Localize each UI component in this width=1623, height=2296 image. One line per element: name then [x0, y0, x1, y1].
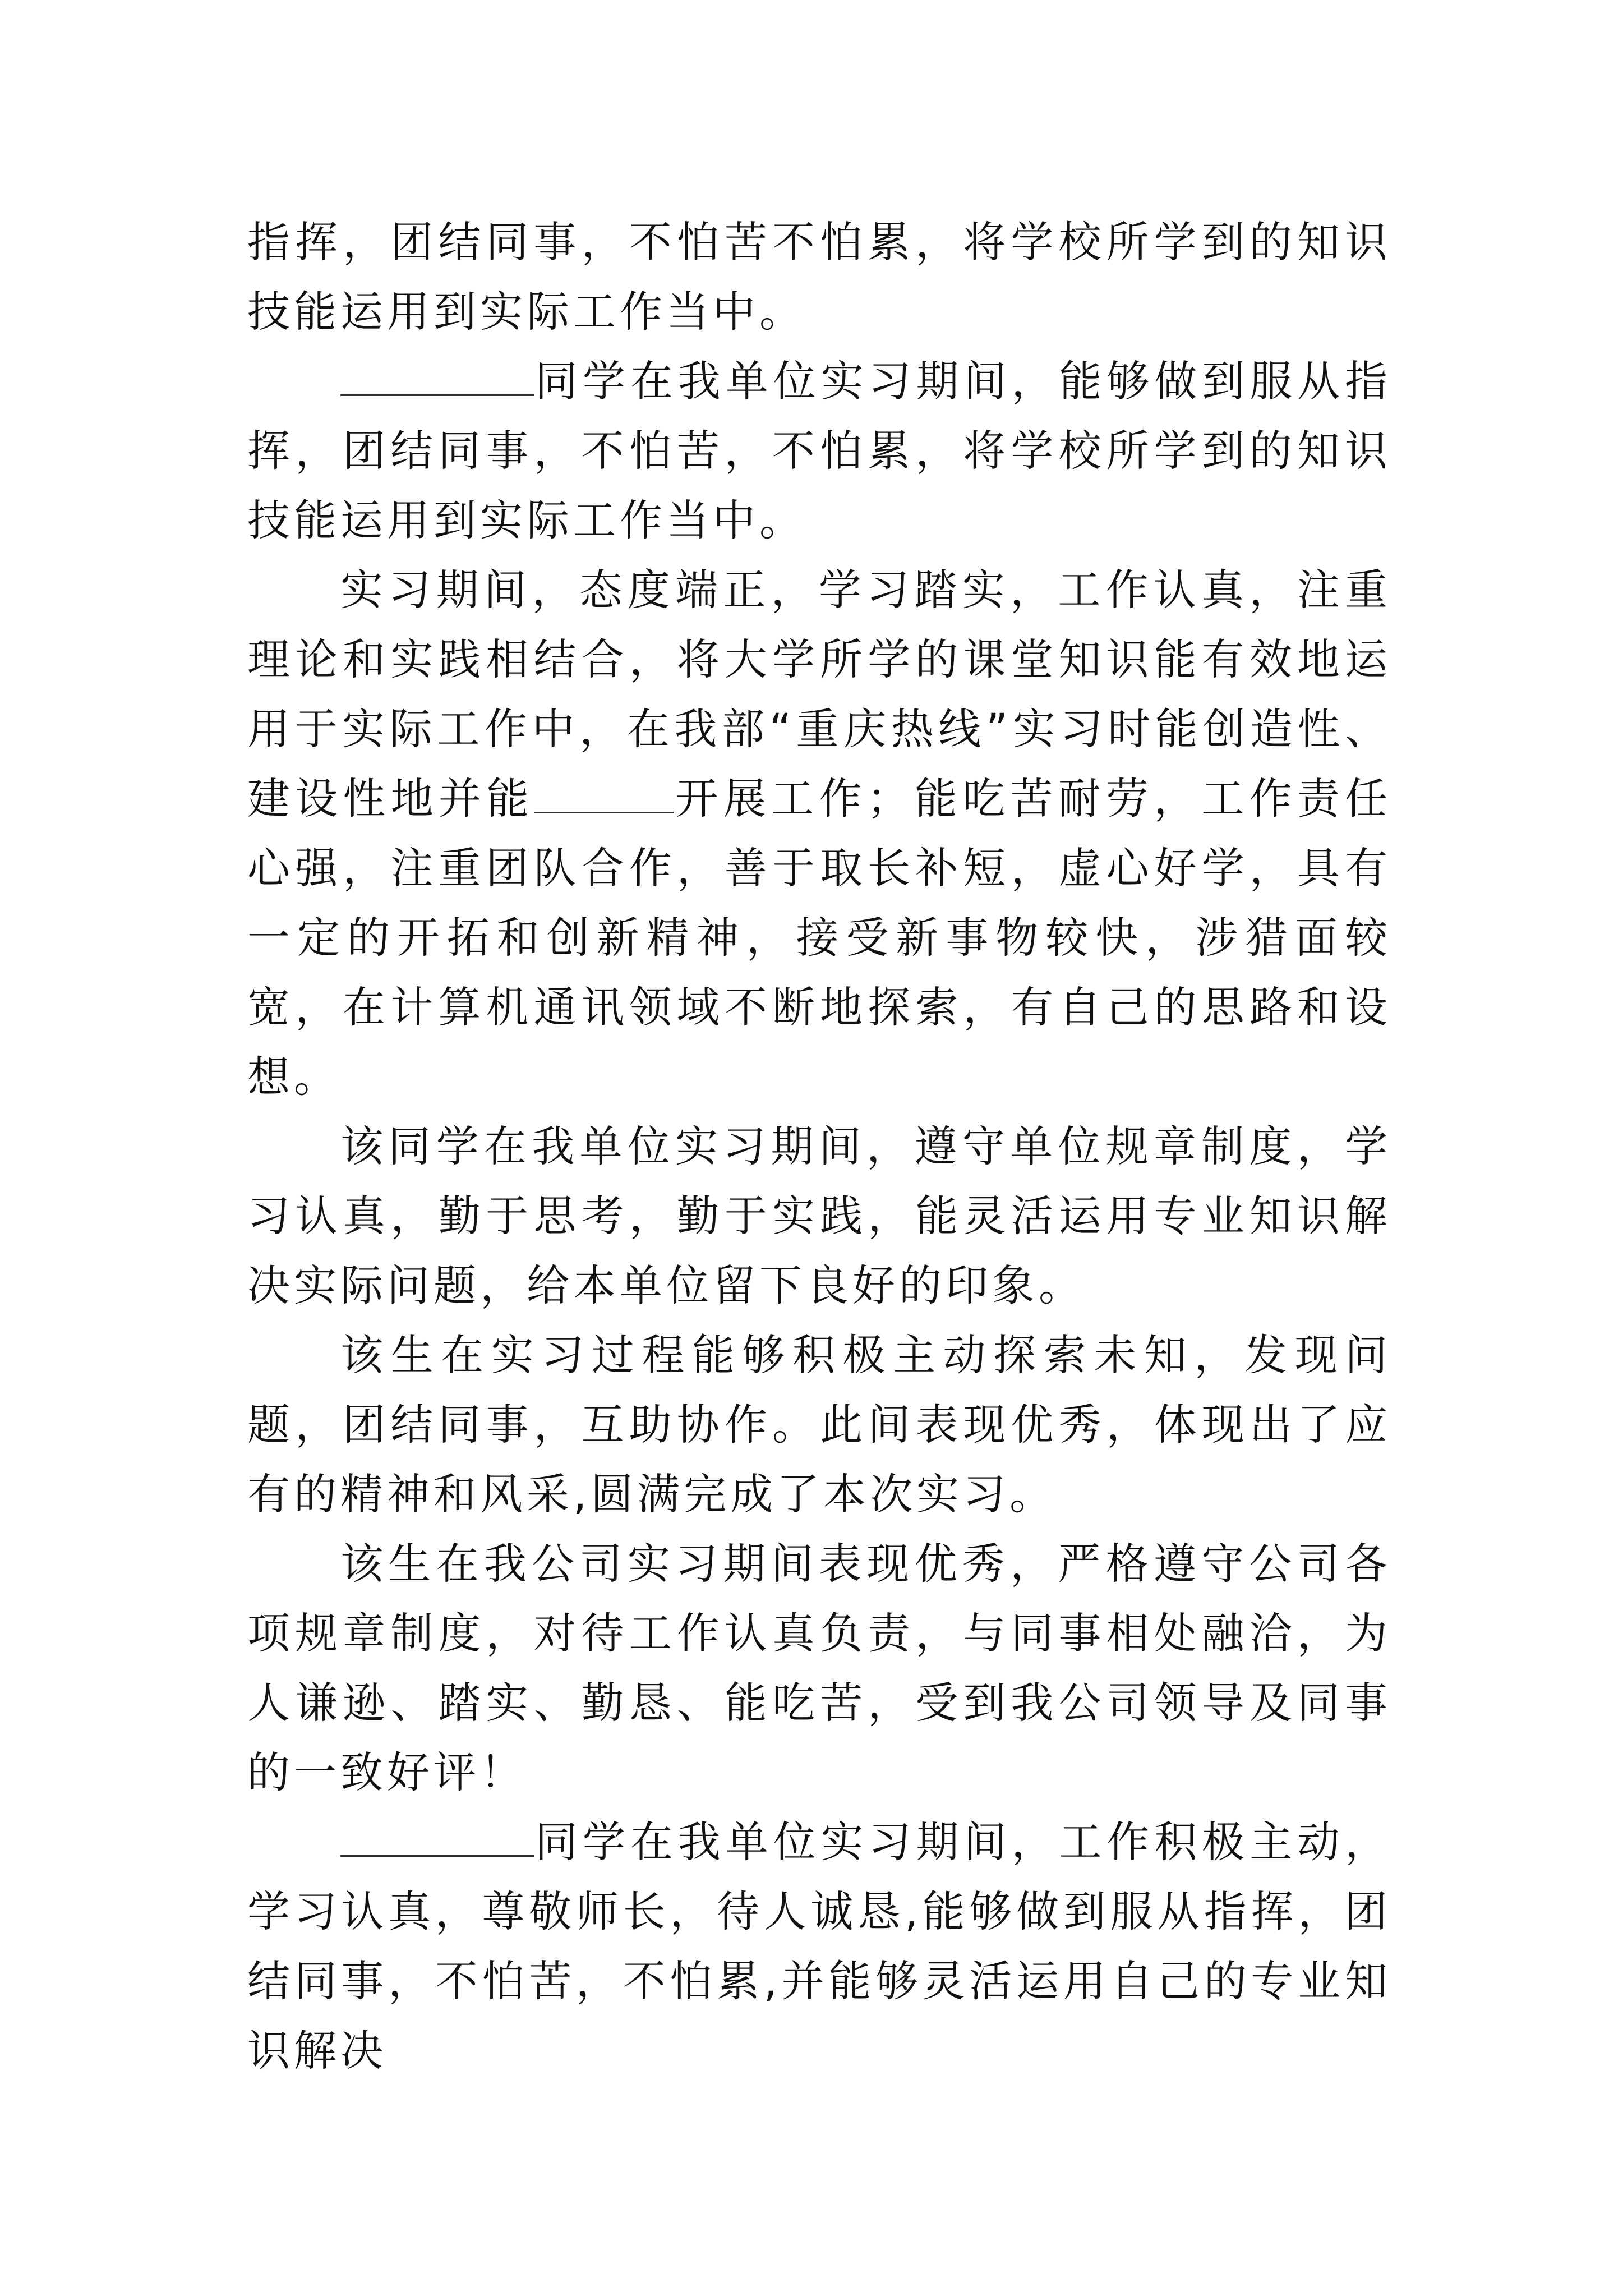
student-name-blank	[340, 1816, 534, 1857]
paragraph-text-after-blank: 开展工作；能吃苦耐劳，工作责任心强，注重团队合作，善于取长补短，虚心好学，具有一定的开拓和创新精神，接受新事物较快，涉猎面较宽，在计算机通讯领域不断地探索，有自己的思路和设想。	[247, 774, 1392, 1102]
paragraph-evaluation-2	[247, 555, 1391, 1112]
paragraph-text-before-blank: 实习期间，态度端正，学习踏实，工作认真，注重理论和实践相结合，将大学所学的课堂知识能有效地运用于实际工作中，在我部“重庆热线”实习时能创造性、建设性地并能	[247, 565, 1391, 823]
document-body	[247, 208, 1391, 2086]
paragraph-evaluation-6	[247, 1807, 1391, 2086]
paragraph-evaluation-5: 该生在我公司实习期间表现优秀，严格遵守公司各项规章制度，对待工作认真负责，与同事相处融洽，为人谦逊、踏实、勤恳、能吃苦，受到我公司领导及同事的一致好评！	[247, 1539, 1391, 1797]
paragraph-continuation: 指挥，团结同事，不怕苦不怕累，将学校所学到的知识技能运用到实际工作当中。	[247, 217, 1391, 337]
paragraph-text: 同学在我单位实习期间，工作积极主动，学习认真，尊敬师长，待人诚恳,能够做到服从指挥，团结同事，不怕苦，不怕累,并能够灵活运用自己的专业知识解决	[247, 1817, 1391, 2076]
paragraph-text: 同学在我单位实习期间，能够做到服从指挥，团结同事，不怕苦，不怕累，将学校所学到的知识技能运用到实际工作当中。	[247, 356, 1391, 545]
paragraph-evaluation-1	[247, 347, 1391, 555]
fill-in-blank	[534, 772, 674, 813]
student-name-blank	[340, 355, 534, 396]
paragraph-evaluation-4: 该生在实习过程能够积极主动探索未知，发现问题，团结同事，互助协作。此间表现优秀，体现出了应有的精神和风采,圆满完成了本次实习。	[247, 1330, 1391, 1519]
paragraph-evaluation-3: 该同学在我单位实习期间，遵守单位规章制度，学习认真，勤于思考，勤于实践，能灵活运用专业知识解决实际问题，给本单位留下良好的印象。	[247, 1121, 1391, 1310]
